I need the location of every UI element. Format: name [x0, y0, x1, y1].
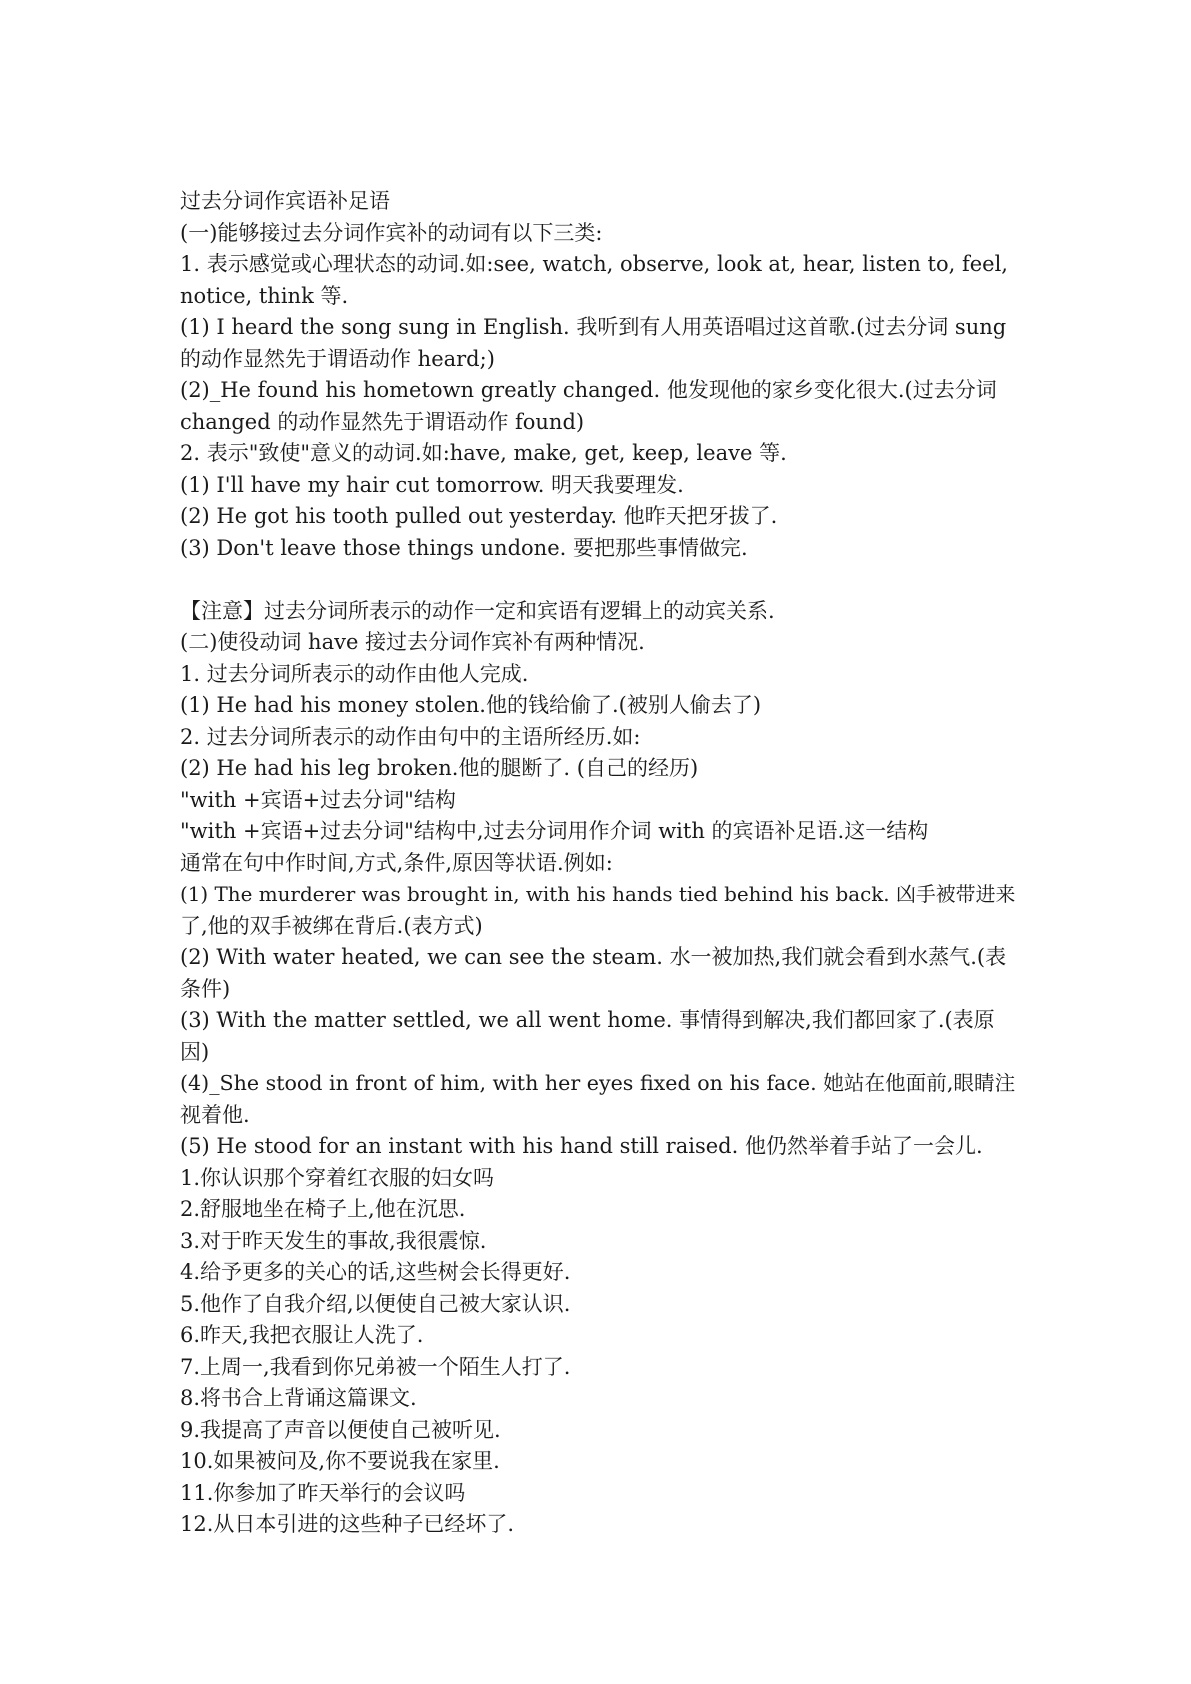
text-line: changed 的动作显然先于谓语动作 found) — [180, 409, 585, 434]
text-line: (2)_He found his hometown greatly changed. 他发现他的家乡变化很大.(过去分词 — [180, 378, 997, 402]
exercise-item: 6.昨天,我把衣服让人洗了. — [180, 1323, 424, 1347]
text-line: (3) Don't leave those things undone. 要把那些事情做完. — [180, 535, 748, 560]
exercise-item: 8.将书合上背诵这篇课文. — [180, 1386, 417, 1410]
section-heading: "with +宾语+过去分词"结构 — [180, 787, 456, 812]
text-line: (3) With the matter settled, we all went home. 事情得到解决,我们都回家了.(表原 — [180, 1008, 995, 1032]
text-line: (2) He had his leg broken.他的腿断了. (自己的经历) — [180, 756, 699, 780]
text-line: 因) — [180, 1039, 210, 1064]
text-line: 2. 过去分词所表示的动作由句中的主语所经历.如: — [180, 724, 641, 749]
exercise-item: 12.从日本引进的这些种子已经坏了. — [180, 1512, 515, 1536]
text-line: "with +宾语+过去分词"结构中,过去分词用作介词 with 的宾语补足语.这一结构 — [180, 819, 929, 843]
text-line: 的动作显然先于谓语动作 heard;) — [180, 346, 495, 371]
text-line: (4)_She stood in front of him, with her eyes fixed on his face. 她站在他面前,眼睛注 — [180, 1071, 1016, 1095]
text-line: (5) He stood for an instant with his hand still raised. 他仍然举着手站了一会儿. — [180, 1134, 983, 1158]
exercise-item: 11.你参加了昨天举行的会议吗 — [180, 1480, 466, 1505]
exercise-item: 1.你认识那个穿着红衣服的妇女吗 — [180, 1165, 495, 1190]
text-line: 1. 过去分词所表示的动作由他人完成. — [180, 661, 529, 686]
exercise-item: 10.如果被问及,你不要说我在家里. — [180, 1449, 500, 1473]
text-line: 了,他的双手被绑在背后.(表方式) — [180, 913, 483, 938]
document-page — [180, 186, 1020, 1541]
exercise-item: 3.对于昨天发生的事故,我很震惊. — [180, 1228, 487, 1253]
text-line: 2. 表示"致使"意义的动词.如:have, make, get, keep, leave 等. — [180, 441, 787, 465]
text-line: notice, think 等. — [180, 283, 349, 308]
text-line: (2) He got his tooth pulled out yesterday. 他昨天把牙拔了. — [180, 504, 778, 528]
exercise-item: 2.舒服地坐在椅子上,他在沉思. — [180, 1197, 466, 1221]
text-line: (1) I heard the song sung in English. 我听到有人用英语唱过这首歌.(过去分词 sung — [180, 315, 1007, 339]
text-line: 视着他. — [180, 1102, 250, 1127]
text-line: 通常在句中作时间,方式,条件,原因等状语.例如: — [180, 850, 613, 875]
blank-line — [180, 564, 1020, 596]
text-line: (1) I'll have my hair cut tomorrow. 明天我要理发. — [180, 472, 684, 497]
text-line: 条件) — [180, 976, 231, 1001]
text-line: (2) With water heated, we can see the steam. 水一被加热,我们就会看到水蒸气.(表 — [180, 945, 1007, 969]
exercise-item: 9.我提高了声音以便使自己被听见. — [180, 1417, 501, 1442]
exercise-item: 7.上周一,我看到你兄弟被一个陌生人打了. — [180, 1354, 571, 1379]
text-line: (1) He had his money stolen.他的钱给偷了.(被别人偷去了) — [180, 693, 762, 717]
text-line: 1. 表示感觉或心理状态的动词.如:see, watch, observe, look at, hear, listen to, feel, — [180, 252, 1008, 276]
note-line: 【注意】过去分词所表示的动作一定和宾语有逻辑上的动宾关系. — [180, 598, 775, 623]
section-heading: (一)能够接过去分词作宾补的动词有以下三类: — [180, 220, 603, 245]
exercise-item: 4.给予更多的关心的话,这些树会长得更好. — [180, 1260, 571, 1284]
exercise-item: 5.他作了自我介绍,以便使自己被大家认识. — [180, 1291, 571, 1316]
section-heading: (二)使役动词 have 接过去分词作宾补有两种情况. — [180, 630, 645, 654]
text-line: (1) The murderer was brought in, with his hands tied behind his back. 凶手被带进来 — [180, 883, 1016, 906]
document-title: 过去分词作宾语补足语 — [180, 189, 390, 213]
